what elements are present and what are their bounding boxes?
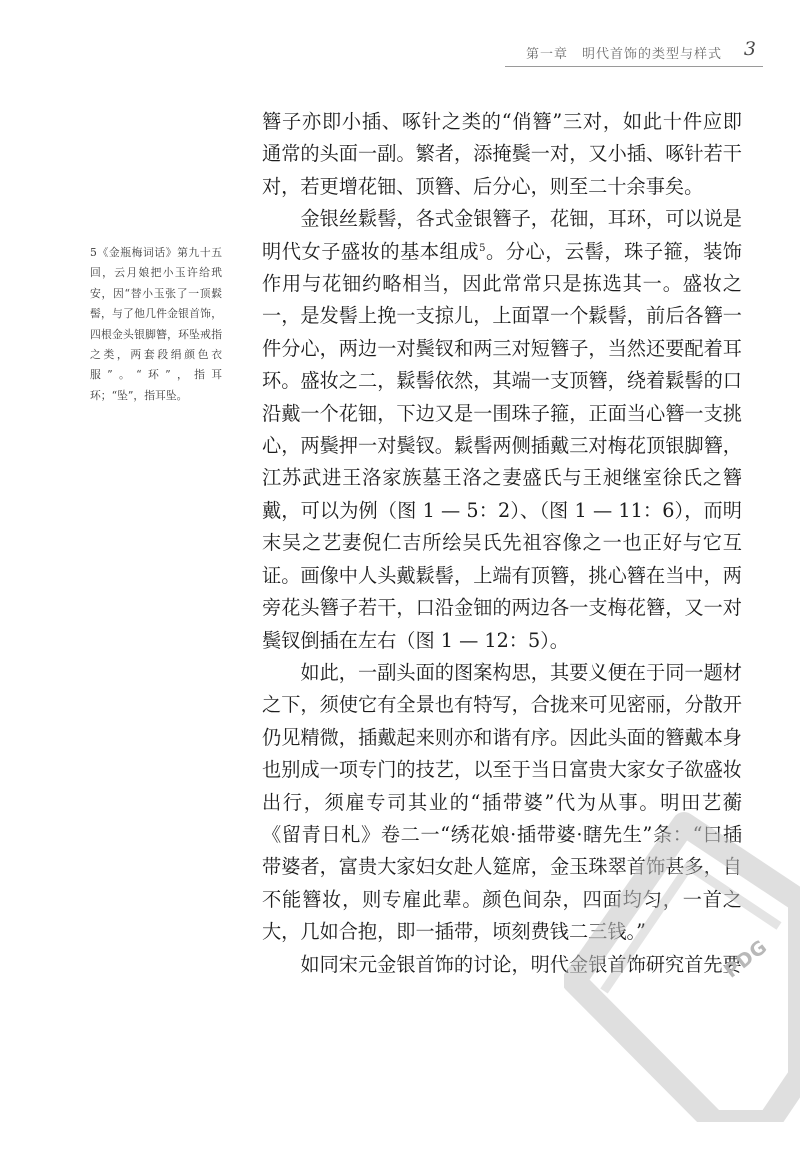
footnote-5: 5《金瓶梅词话》第九十五回，云月娘把小玉许给玳安，因“替小玉张了一顶鬏髻，与了他几件金银首饰，四根金头银脚簪，环坠戒指之类，两套段绢颜色衣服”。“环”，指耳环；“坠”，指耳坠。 — [90, 246, 222, 402]
chapter-title: 明代首饰的类型与样式 — [581, 47, 722, 62]
paragraph-text: 。分心，云髻，珠子箍，装饰作用与花钿约略相当，因此常常只是拣选其一。盛妆之一，是发髻上挽一支掠儿，上面罩一个鬏髻，前后各簪一件分心，两边一对鬓钗和两三对短簪子，当然还要配着耳环。盛妆之二，鬏髻依然，其端一支顶簪，绕着鬏髻的口沿戴一个花钿，下边又是一围珠子箍，正面当心簪一支挑心，两鬓押一对鬓钗。鬏髻两侧插戴三对梅花顶银脚簪，江苏武进王洛家族墓王洛之妻盛氏与王昶继室徐氏之簪戴，可以为例（图 1 — 5：2）、（图 1 — 11：6），而明末吴之艺妻倪仁吉所绘吴氏先祖容像之一也正好与它互证。画像中人头戴鬏髻，上端有顶簪，挑心簪在当中，两旁花头簪子若干，口沿金钿的两边各一支梅花簪，又一对鬓钗倒插在左右（图 1 — 12：5）。 — [262, 239, 742, 652]
footnote-marker[interactable]: 5 — [479, 242, 486, 254]
page-number: 3 — [743, 38, 756, 60]
running-header — [0, 0, 800, 70]
paragraph: 如同宋元金银首饰的讨论，明代金银首饰研究首先要 — [300, 952, 742, 976]
main-text — [262, 106, 742, 981]
header-rule — [505, 66, 763, 67]
watermark-label: PDG — [720, 935, 772, 983]
paragraph-continued: 簪子亦即小插、啄针之类的“俏簪”三对，如此十件应即通常的头面一副。繁者，添掩鬓一对，又小插、啄针若干对，若更增花钿、顶簪、后分心，则至二十余事矣。 — [262, 110, 742, 198]
running-title — [526, 43, 722, 62]
chapter-number: 第一章 — [525, 47, 568, 62]
paragraph — [262, 203, 742, 657]
paragraph: 如此，一副头面的图案构思，其要义便在于同一题材之下，须使它有全景也有特写，合拢来可见密丽，分散开仍见精微，插戴起来则亦和谐有序。因此头面的簪戴本身也别成一项专门的技艺，以至于当日富贵大家女子欲盛妆出行，须雇专司其业的“插带婆”代为从事。明田艺蘅《留青日札》卷二一“绣花娘·插带婆·瞎先生”条：“曰插带婆者，富贵大家妇女赴人筵席，金玉珠翠首饰甚多，自不能簪妆，则专雇此辈。颜色间杂，四面均匀，一首之大，几如合抱，即一插带，顷刻费钱二三钱。” — [262, 660, 742, 944]
paragraph-text: 金银丝鬏髻，各式金银簪子，花钿，耳环，可以说是明代女子盛妆的基本组成 — [262, 207, 742, 263]
